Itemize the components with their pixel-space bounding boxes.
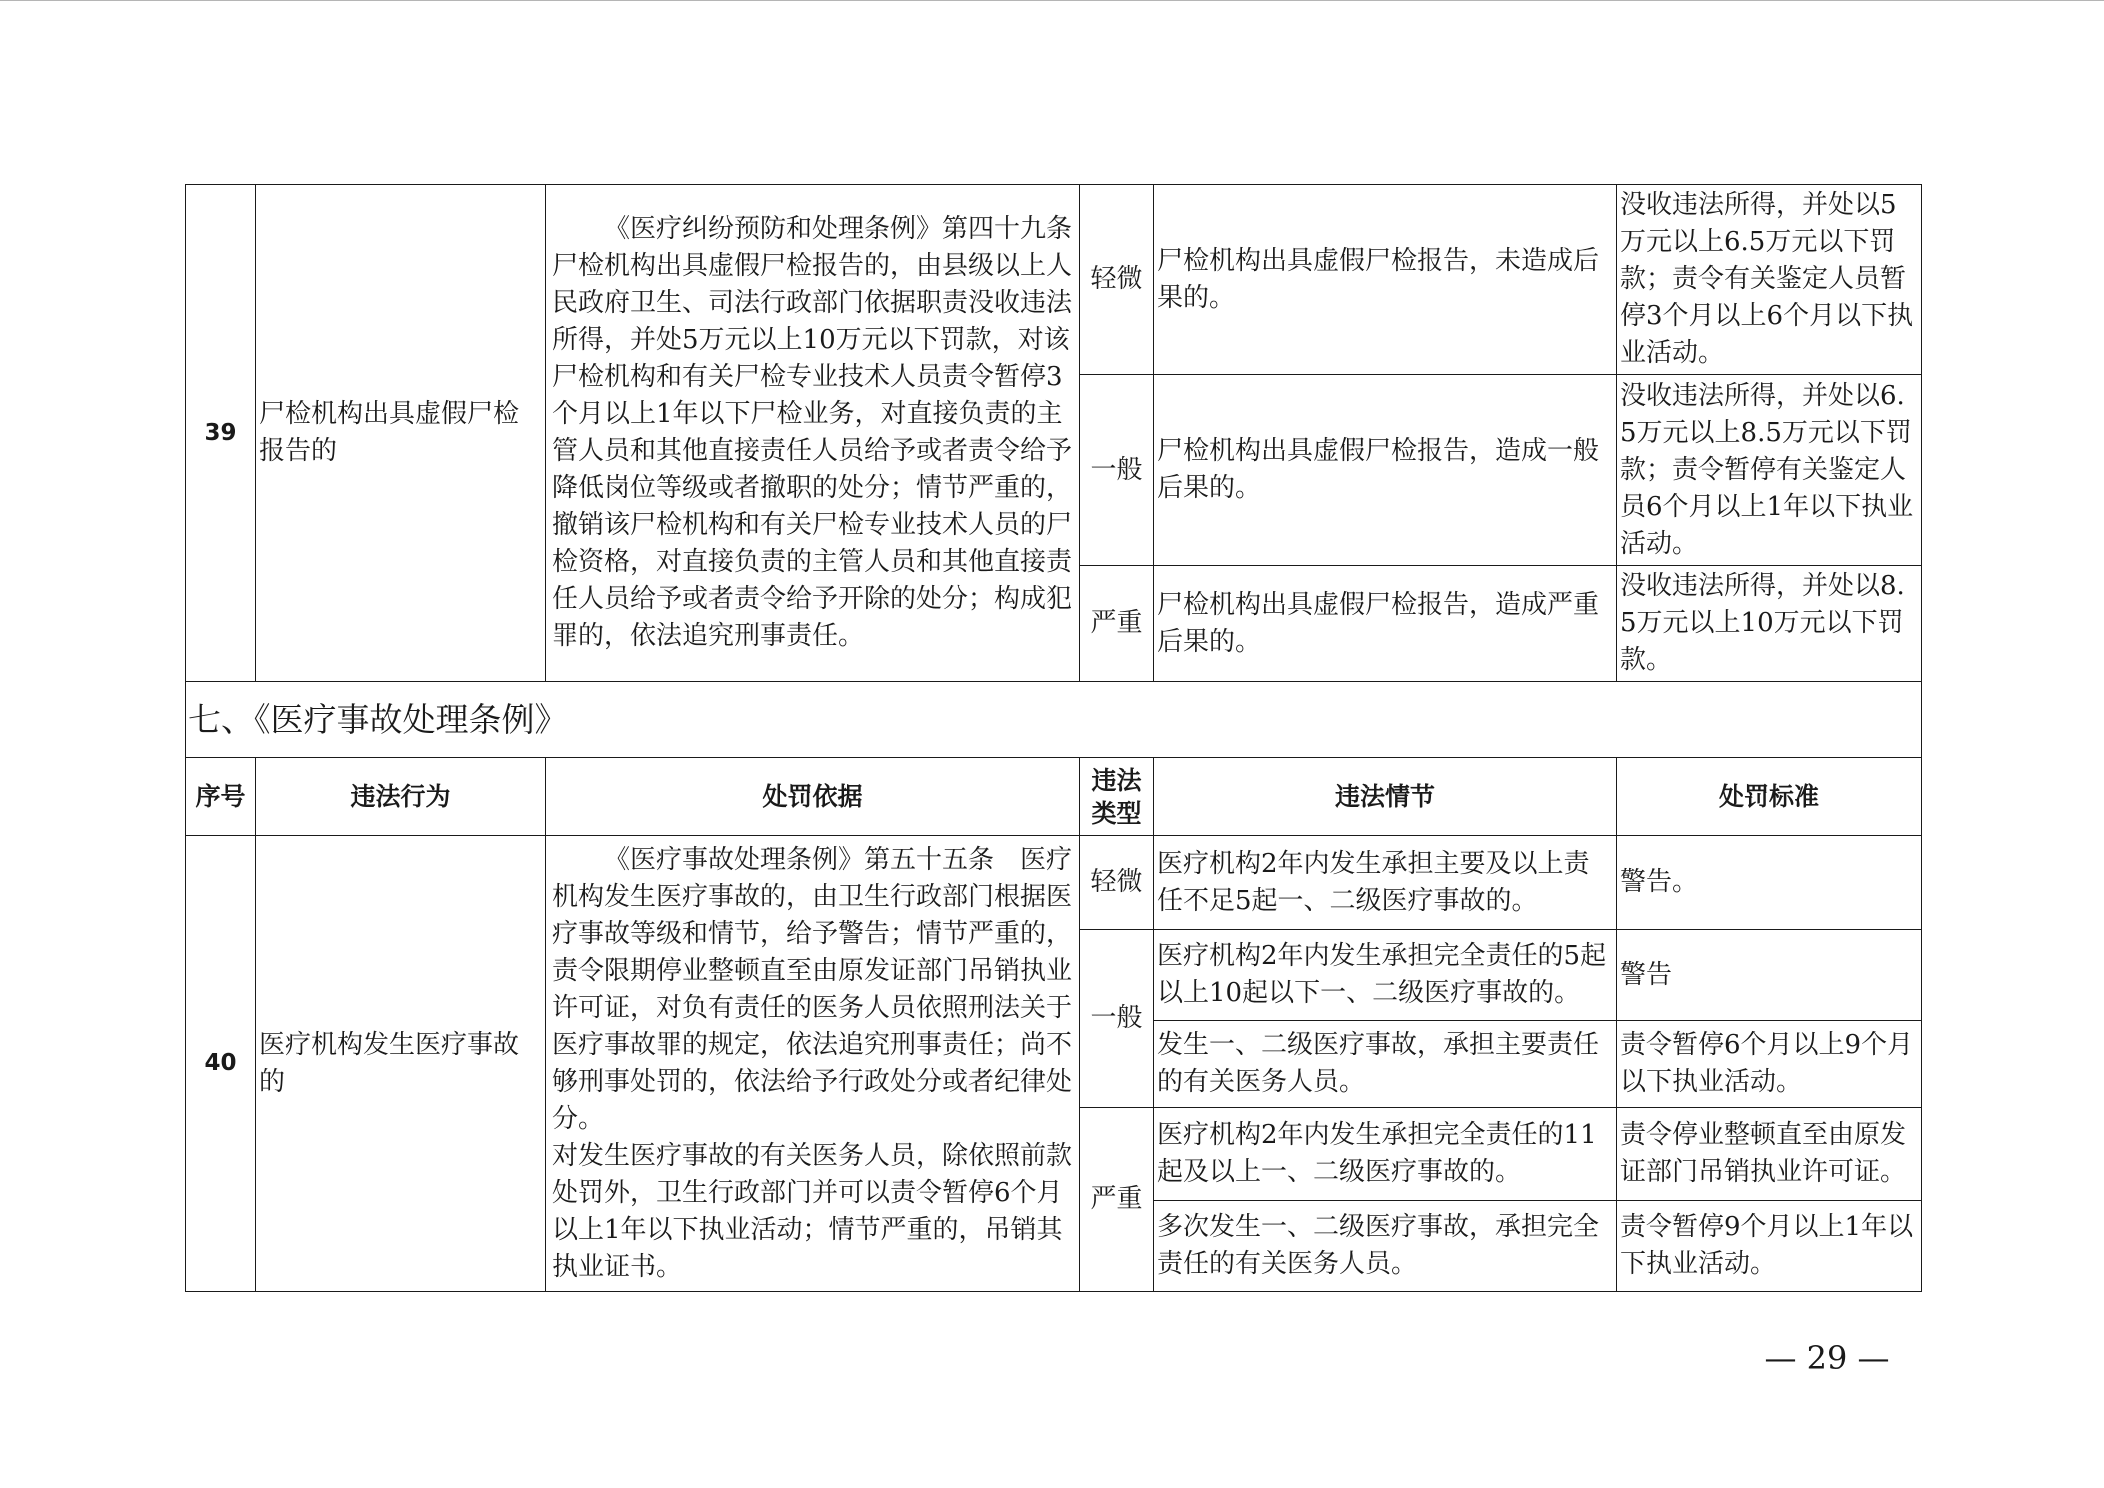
- item-40-standard-3: 责令暂停6个月以上9个月以下执业活动。: [1617, 1021, 1922, 1108]
- page-top-border: [0, 0, 2104, 1]
- item-40-type-serious: 严重: [1080, 1108, 1154, 1292]
- table-row: [186, 185, 1922, 375]
- header-type: 违法类型: [1080, 758, 1154, 836]
- table-row: [186, 836, 1922, 930]
- item-39-circumstance-serious: 尸检机构出具虚假尸检报告，造成严重后果的。: [1154, 566, 1617, 682]
- item-39-standard-minor: 没收违法所得，并处以5万元以上6.5万元以下罚款；责令有关鉴定人员暂停3个月以上6个月以下执业活动。: [1617, 185, 1922, 375]
- item-40-basis-p1: 《医疗事故处理条例》第五十五条 医疗机构发生医疗事故的，由卫生行政部门根据医疗事故等级和情节，给予警告；情节严重的，责令限期停业整顿直至由原发证部门吊销执业许可证，对负有责任的医务人员依照刑法关于医疗事故罪的规定，依法追究刑事责任；尚不够刑事处罚的，依法给予行政处分或者纪律处分。: [552, 844, 1073, 1134]
- item-39-basis: [546, 185, 1099, 682]
- item-39-standard-general: 没收违法所得，并处以6.5万元以上8.5万元以下罚款；责令暂停有关鉴定人员6个月以上1年以下执业活动。: [1617, 375, 1922, 566]
- item-39-type-minor: 轻微: [1080, 185, 1154, 375]
- item-40-seq: 40: [186, 836, 256, 1292]
- item-39-basis-text: 《医疗纠纷预防和处理条例》第四十九条 尸检机构出具虚假尸检报告的，由县级以上人民政府卫生、司法行政部门依据职责没收违法所得，并处5万元以上10万元以下罚款，对该尸检机构和有关尸检专业技术人员责令暂停3个月以上1年以下尸检业务，对直接负责的主管人员和其他直接责任人员给予或者责令给予降低岗位等级或者撤职的处分；情节严重的，撤销该尸检机构和有关尸检专业技术人员的尸检资格，对直接负责的主管人员和其他直接责任人员给予或者责令给予开除的处分；构成犯罪的，依法追究刑事责任。: [552, 214, 1099, 651]
- item-39-behavior: 尸检机构出具虚假尸检报告的: [256, 185, 546, 682]
- header-standard: 处罚标准: [1617, 758, 1922, 836]
- item-40-standard-1: 警告。: [1617, 836, 1922, 930]
- item-39-seq: 39: [186, 185, 256, 682]
- item-39-circumstance-minor: 尸检机构出具虚假尸检报告，未造成后果的。: [1154, 185, 1617, 375]
- item-40-standard-5: 责令暂停9个月以上1年以下执业活动。: [1617, 1201, 1922, 1292]
- item-40-circumstance-4: 医疗机构2年内发生承担完全责任的11起及以上一、二级医疗事故的。: [1154, 1108, 1617, 1201]
- item-40-type-general: 一般: [1080, 930, 1154, 1108]
- item-40-basis: [546, 836, 1080, 1292]
- item-40-circumstance-2: 医疗机构2年内发生承担完全责任的5起以上10起以下一、二级医疗事故的。: [1154, 930, 1617, 1021]
- item-39-circumstance-general: 尸检机构出具虚假尸检报告，造成一般后果的。: [1154, 375, 1617, 566]
- table-header-row: [186, 758, 1922, 836]
- item-39-standard-serious: 没收违法所得，并处以8.5万元以上10万元以下罚款。: [1617, 566, 1922, 682]
- header-circumstance: 违法情节: [1154, 758, 1617, 836]
- item-40-circumstance-1: 医疗机构2年内发生承担主要及以上责任不足5起一、二级医疗事故的。: [1154, 836, 1617, 930]
- item-40-standard-2: 警告: [1617, 930, 1922, 1021]
- page-number: — 29 —: [1764, 1339, 1890, 1377]
- section-row: [186, 682, 1922, 758]
- header-behavior: 违法行为: [256, 758, 546, 836]
- item-40-circumstance-3: 发生一、二级医疗事故，承担主要责任的有关医务人员。: [1154, 1021, 1617, 1108]
- header-seq: 序号: [186, 758, 256, 836]
- item-40-circumstance-5: 多次发生一、二级医疗事故，承担完全责任的有关医务人员。: [1154, 1201, 1617, 1292]
- item-39-type-serious: 严重: [1080, 566, 1154, 682]
- item-40-type-minor: 轻微: [1080, 836, 1154, 930]
- header-basis: 处罚依据: [546, 758, 1080, 836]
- item-39-type-general: 一般: [1080, 375, 1154, 566]
- section-title: 七、《医疗事故处理条例》: [186, 682, 1922, 758]
- penalty-standards-table: [185, 184, 1922, 1292]
- item-40-standard-4: 责令停业整顿直至由原发证部门吊销执业许可证。: [1617, 1108, 1922, 1201]
- item-40-basis-p2: 对发生医疗事故的有关医务人员，除依照前款处罚外，卫生行政部门并可以责令暂停6个月以上1年以下执业活动；情节严重的，吊销其执业证书。: [552, 1140, 1073, 1282]
- item-40-behavior: 医疗机构发生医疗事故的: [256, 836, 546, 1292]
